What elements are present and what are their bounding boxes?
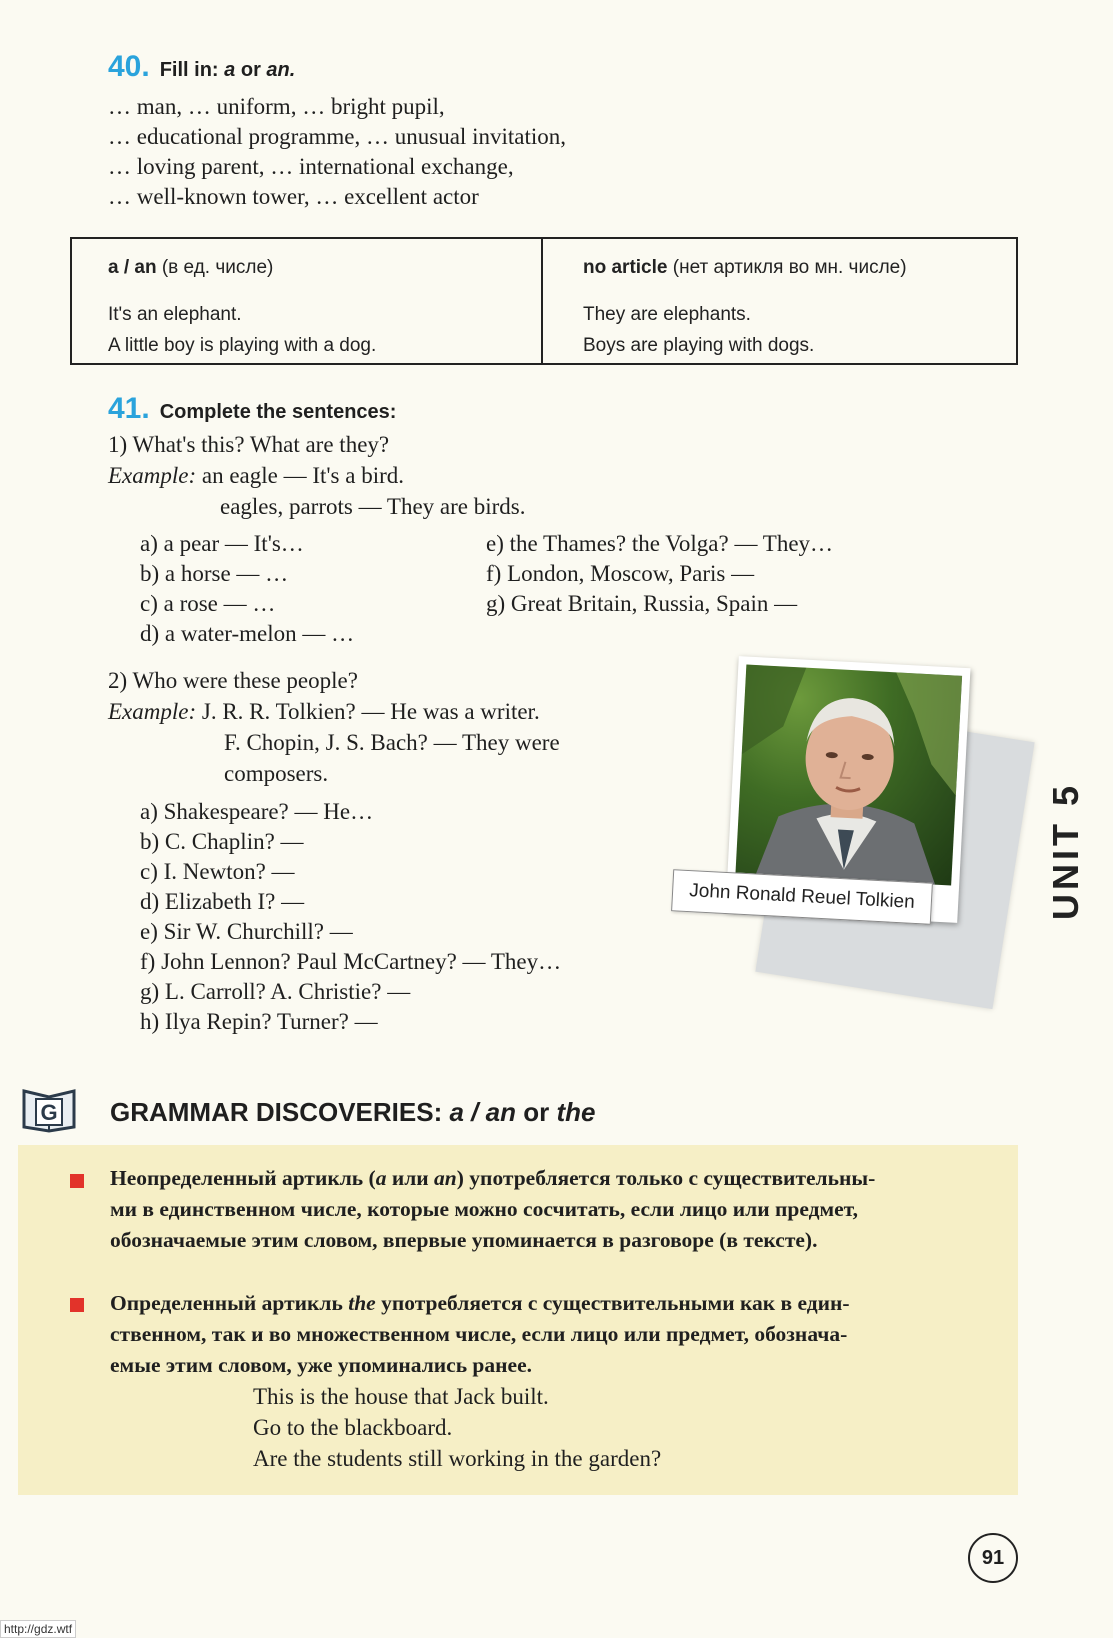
list-item: a) a pear — It's… — [140, 531, 304, 556]
list-item: g) L. Carroll? A. Christie? — — [140, 979, 411, 1004]
table-row: They are elephants. — [583, 304, 751, 325]
rule-article-an: an — [434, 1166, 457, 1190]
list-item: f) London, Moscow, Paris — — [486, 561, 755, 586]
table-row: It's an elephant. — [108, 304, 242, 325]
grammar-heading-or: or — [523, 1097, 550, 1127]
grammar-heading — [110, 1097, 595, 1128]
list-item: e) the Thames? the Volga? — They… — [486, 531, 834, 556]
list-item: d) a water-melon — … — [140, 621, 355, 646]
grammar-rule-line: ми в единственном числе, которые можно сосчитать, если лицо или предмет, — [110, 1197, 858, 1221]
bullet-icon — [70, 1174, 84, 1188]
grammar-example: This is the house that Jack built. — [253, 1384, 549, 1409]
bullet-icon — [70, 1298, 84, 1312]
table-head-singular — [108, 257, 505, 279]
ex41-part1-question: 1) What's this? What are they? — [108, 432, 390, 457]
example-label: Example: — [108, 463, 197, 488]
grammar-icon-letter: G — [40, 1100, 58, 1125]
portrait-photo — [735, 665, 962, 886]
table-head-plural-rest: (нет артикля во мн. числе) — [672, 257, 907, 278]
grammar-rule-indefinite — [110, 1163, 990, 1256]
list-item: b) C. Chaplin? — — [140, 829, 304, 854]
grammar-rule-line — [110, 1288, 990, 1319]
ex41-part2-example — [108, 697, 540, 727]
ex40-heading — [108, 50, 295, 84]
list-item: g) Great Britain, Russia, Spain — — [486, 591, 798, 616]
grammar-rule-line: емые этим словом, уже упоминались ранее. — [110, 1353, 532, 1377]
ex40-number: 40. — [108, 50, 150, 83]
rule-text: ) употребляется только с существительны- — [456, 1166, 876, 1190]
source-link[interactable]: http://gdz.wtf — [0, 1620, 76, 1638]
ex41-part2-question: 2) Who were these people? — [108, 668, 358, 693]
ex40-title-or: or — [240, 59, 261, 81]
rule-article-a: a — [375, 1166, 387, 1190]
list-item: e) Sir W. Churchill? — — [140, 919, 353, 944]
ex41-part1-example — [108, 461, 404, 491]
grammar-rule-line: обозначаемые этим словом, впервые упоминается в разговоре (в тексте). — [110, 1228, 818, 1252]
ex40-line: … educational programme, … unusual invitation, — [108, 124, 566, 149]
ex40-title-an: an. — [266, 59, 296, 81]
grammar-heading-prefix: GRAMMAR DISCOVERIES: — [110, 1097, 443, 1127]
portrait-illustration — [735, 665, 962, 886]
ex40-title — [160, 59, 296, 81]
rule-text: или — [386, 1166, 435, 1190]
ex40-line: … well-known tower, … excellent actor — [108, 184, 479, 209]
table-col-singular — [72, 239, 541, 363]
example-line: composers. — [224, 761, 329, 786]
table-head-plural — [583, 257, 980, 279]
table-row: Boys are playing with dogs. — [583, 335, 815, 356]
ex40-lines — [108, 92, 566, 212]
ex41-part2-items — [140, 797, 561, 1037]
rule-text: Определенный артикль — [110, 1291, 349, 1315]
list-item: a) Shakespeare? — He… — [140, 799, 374, 824]
list-item: c) a rose — … — [140, 591, 276, 616]
example-line: an eagle — It's a bird. — [201, 463, 405, 488]
ex41-number: 41. — [108, 392, 150, 425]
table-row: A little boy is playing with a dog. — [108, 335, 377, 356]
table-head-plural-bold: no article — [583, 257, 668, 278]
example-line: F. Chopin, J. S. Bach? — They were — [224, 730, 560, 755]
grammar-book-icon — [20, 1085, 78, 1133]
page-number: 91 — [968, 1533, 1018, 1583]
table-col-plural — [541, 239, 1016, 363]
photo-caption: John Ronald Reuel Tolkien — [671, 869, 933, 925]
table-head-singular-rest: (в ед. числе) — [161, 257, 274, 278]
ex41-heading — [108, 392, 396, 426]
list-item: h) Ilya Repin? Turner? — — [140, 1009, 378, 1034]
ex41-part1-items-right — [486, 529, 833, 619]
ex40-title-prefix: Fill in: — [159, 59, 219, 81]
example-line: J. R. R. Tolkien? — He was a writer. — [201, 699, 540, 724]
list-item: f) John Lennon? Paul McCartney? — They… — [140, 949, 562, 974]
article-table — [70, 237, 1018, 365]
grammar-example: Go to the blackboard. — [253, 1415, 453, 1440]
rule-text: употребляется с существительными как в един- — [375, 1291, 850, 1315]
example-label: Example: — [108, 699, 197, 724]
unit-label: UNIT 5 — [1045, 781, 1086, 920]
grammar-example: Are the students still working in the garden? — [253, 1446, 662, 1471]
list-item: b) a horse — … — [140, 561, 289, 586]
ex40-line: … loving parent, … international exchange, — [108, 154, 514, 179]
rule-text: Неопределенный артикль ( — [110, 1166, 376, 1190]
grammar-rule-line — [110, 1163, 990, 1194]
list-item: d) Elizabeth I? — — [140, 889, 305, 914]
grammar-heading-a-an: a / an — [449, 1097, 516, 1127]
grammar-rule-definite — [110, 1288, 990, 1381]
example-line: eagles, parrots — They are birds. — [220, 494, 526, 519]
ex41-title: Complete the sentences: — [159, 401, 397, 423]
grammar-examples — [253, 1381, 661, 1474]
grammar-rule-line: ственном, так и во множественном числе, если лицо или предмет, обознача- — [110, 1322, 848, 1346]
ex40-title-a: a — [224, 59, 236, 81]
grammar-heading-the: the — [556, 1097, 596, 1127]
table-head-singular-bold: a / an — [108, 257, 157, 278]
ex40-line: … man, … uniform, … bright pupil, — [108, 94, 445, 119]
rule-article-the: the — [348, 1291, 376, 1315]
list-item: c) I. Newton? — — [140, 859, 295, 884]
ex41-part1-items-left — [140, 529, 354, 649]
